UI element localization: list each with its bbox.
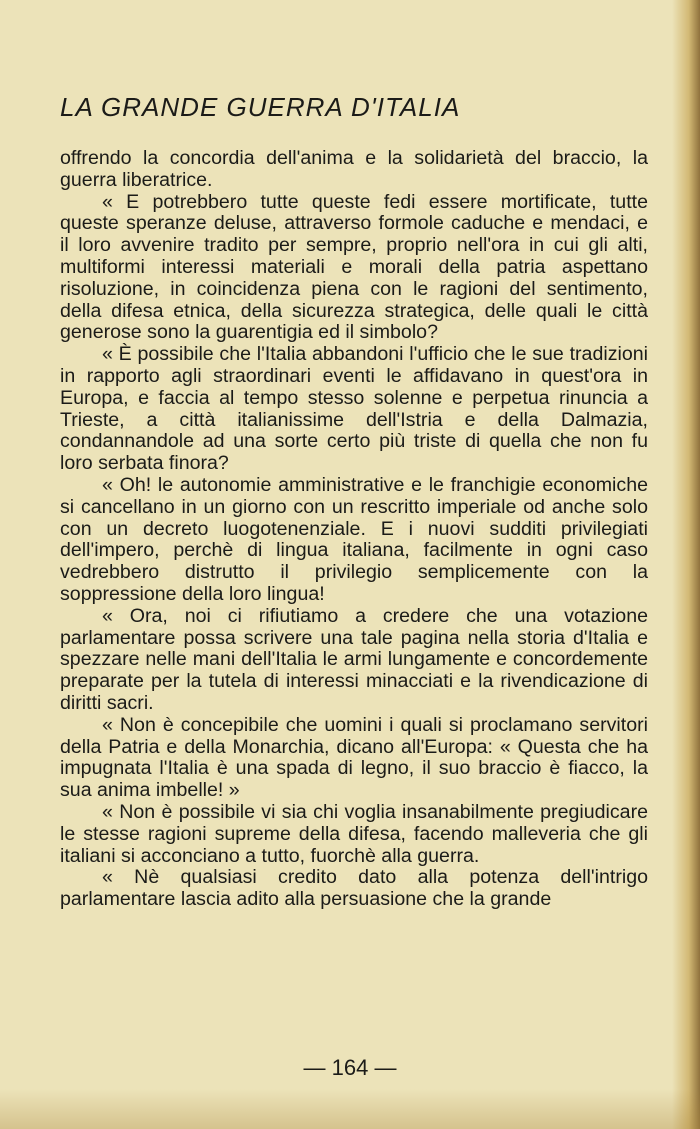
body-text <box>60 148 648 911</box>
paragraph: « E potrebbero tutte queste fedi essere mortificate, tutte queste speranze deluse, attraverso formole caduche e mendaci, e il loro avvenire tradito per sempre, proprio nell'ora in cui gli alti, multiformi interessi materiali e morali della patria aspettano risoluzione, in coincidenza piena con le ragioni del sentimento, della difesa etnica, della sicurezza strategica, delle quali le città generose sono la guarentigia ed il simbolo? <box>60 190 648 344</box>
paragraph: « Non è concepibile che uomini i quali si proclamano servitori della Patria e della Monarchia, dicano all'Europa: « Questa che ha impugnata l'Italia è una spada di legno, il suo braccio è fiacco, la sua anima imbelle! » <box>60 713 648 802</box>
paragraph: « Oh! le autonomie amministrative e le franchigie economiche si cancellano in un giorno con un rescritto imperiale od anche solo con un decreto luogotenenziale. E i nuovi sudditi privilegiati dell'impero, perchè di lingua italiana, facilmente in ogni caso vedrebbero distrutto il privilegio semplicemente con la soppressione della loro lingua! <box>60 473 648 605</box>
paragraph: « È possibile che l'Italia abbandoni l'ufficio che le sue tradizioni in rapporto agli straordinari eventi le affidavano in quest'ora in Europa, e faccia al tempo stesso solenne e perpetua rinuncia a Trieste, a città italianissime dell'Istria e della Dalmazia, condannandole ad una sorte certo più triste di quella che non fu loro serbata finora? <box>60 343 648 475</box>
running-head: LA GRANDE GUERRA D'ITALIA <box>60 92 461 122</box>
paragraph: « Non è possibile vi sia chi voglia insanabilmente pregiudicare le stesse ragioni supreme della difesa, facendo malleveria che gli italiani si acconciano a tutto, fuorchè alla guerra. <box>60 800 648 867</box>
page-number: — 164 — <box>303 1055 397 1080</box>
paragraph: offrendo la concordia dell'anima e la solidarietà del braccio, la guerra liberatrice. <box>60 147 648 191</box>
paragraph: « Nè qualsiasi credito dato alla potenza dell'intrigo parlamentare lascia adito alla persuasione che la grande <box>60 866 648 911</box>
paragraph: « Ora, noi ci rifiutiamo a credere che una votazione parlamentare possa scrivere una tale pagina nella storia d'Italia e spezzare nelle mani dell'Italia le armi lungamente e concordemente preparate per la tutela di interessi minacciati e la rivendicazione di diritti sacri. <box>60 604 648 714</box>
